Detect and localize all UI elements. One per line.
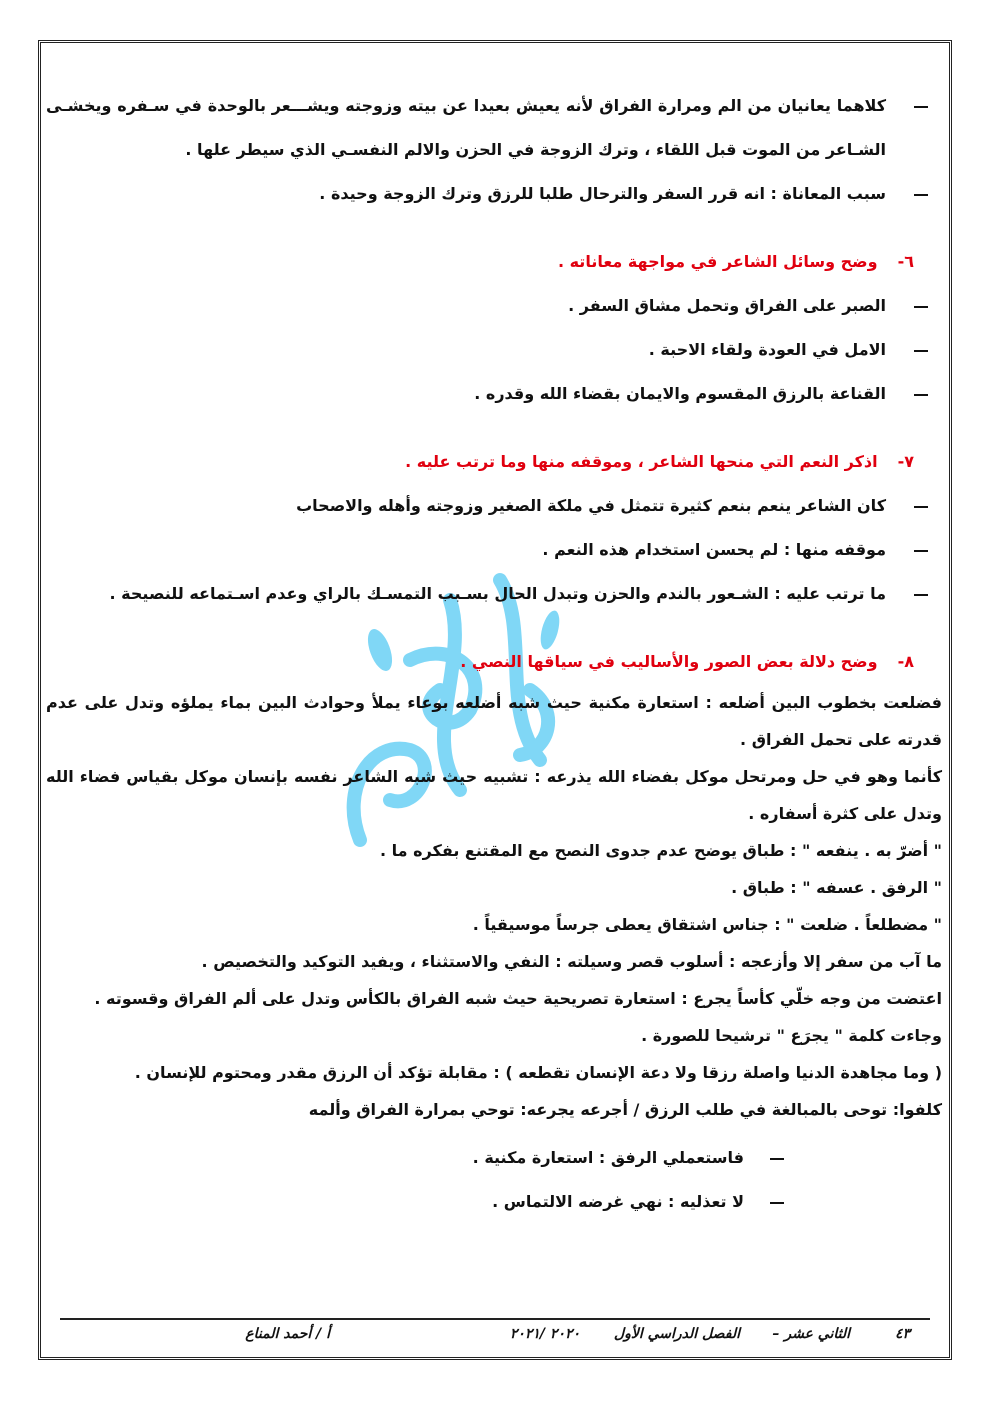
paragraph: فضلعت بخطوب البين أضلعه : استعارة مكنية حيث شبه أضلعه بوعاء يملأ وحوادث البين بماء يملؤه وتدل على عدم قدرته على تحمل الفراق . bbox=[46, 693, 942, 749]
list-item: كلاهما يعانيان من الم ومرارة الفراق لأنه يعيش بعيدا عن بيته وزوجته ويشـــعر بالوحدة في سـفره ويخشـى الشـاعر من الموت قبل اللقاء ، وترك الزوجة في الحزن والالم النفسـي الذي سيطر علها . bbox=[46, 96, 886, 159]
paragraph: " أضرّ به . ينفعه " : طباق يوضح عدم جدوى النصح مع المقتنع بفكره ما . bbox=[380, 841, 942, 860]
list-item: الامل في العودة ولقاء الاحبة . bbox=[648, 340, 886, 359]
list-item: موقفه منها : لم يحسن استخدام هذه النعم . bbox=[542, 540, 886, 559]
page-number: ٤٣ bbox=[894, 1326, 910, 1342]
author-label: أ / أحمد المناع bbox=[245, 1326, 330, 1342]
question-7-heading: ٧-اذكر النعم التي منحها الشاعر ، وموقفه منها وما ترتب عليه . bbox=[405, 452, 914, 471]
paragraph: وجاءت كلمة " يجرَع " ترشيحا للصورة . bbox=[641, 1026, 942, 1045]
year-label: ٢٠٢٠ /٢٠٢١ bbox=[509, 1326, 580, 1342]
list-item: كان الشاعر ينعم بنعم كثيرة تتمثل في ملكة الصغير وزوجته وأهله والاصحاب bbox=[296, 496, 886, 515]
list-item: الصبر على الفراق وتحمل مشاق السفر . bbox=[568, 296, 886, 315]
page-content bbox=[46, 84, 944, 1224]
question-6-heading: ٦-وضح وسائل الشاعر في مواجهة معاناته . bbox=[557, 252, 914, 271]
semester-label: الفصل الدراسي الأول bbox=[613, 1326, 740, 1342]
paragraph: كأنما وهو في حل ومرتحل موكل بفضاء الله يذرعه : تشبيه حيث شبه الشاعر نفسه بإنسان موكل بقياس فضاء الله وتدل على كثرة أسفاره . bbox=[46, 767, 942, 823]
list-item: فاستعملي الرفق : استعارة مكنية . bbox=[472, 1148, 744, 1167]
paragraph: كلفوا: توحى بالمبالغة في طلب الرزق / أجرعه يجرعه: توحي بمرارة الفراق وألمه bbox=[308, 1100, 942, 1119]
paragraph: اعتضت من وجه خلّي كأساً يجرع : استعارة تصريحية حيث شبه الفراق بالكأس وتدل على ألم الفراق وقسوته . bbox=[94, 989, 942, 1008]
page-footer bbox=[60, 1318, 930, 1356]
grade-label: الثاني عشر – bbox=[772, 1326, 850, 1342]
paragraph: " الرفق . عسفه " : طباق . bbox=[731, 878, 942, 897]
list-item: سبب المعاناة : انه قرر السفر والترحال طلبا للرزق وترك الزوجة وحيدة . bbox=[319, 184, 886, 203]
list-item: القناعة بالرزق المقسوم والايمان بقضاء الله وقدره . bbox=[474, 384, 886, 403]
paragraph: " مضطلعاً . ضلعت " : جناس اشتقاق يعطى جرساً موسيقياً . bbox=[472, 915, 942, 934]
list-item: لا تعذليه : نهي غرضه الالتماس . bbox=[492, 1192, 744, 1211]
paragraph: ( وما مجاهدة الدنيا واصلة رزقا ولا دعة الإنسان تقطعه ) : مقابلة تؤكد أن الرزق مقدر ومحتوم للإنسان . bbox=[134, 1063, 942, 1082]
question-8-heading: ٨-وضح دلالة بعض الصور والأساليب في سياقها النصي . bbox=[460, 652, 914, 671]
list-item: ما ترتب عليه : الشـعور بالندم والحزن وتبدل الحال بسـبب التمسـك بالراي وعدم اسـتماعه للنصيحة . bbox=[109, 584, 886, 603]
paragraph: ما آب من سفر إلا وأزعجه : أسلوب قصر وسيلته : النفي والاستثناء ، ويفيد التوكيد والتخصيص . bbox=[201, 952, 942, 971]
